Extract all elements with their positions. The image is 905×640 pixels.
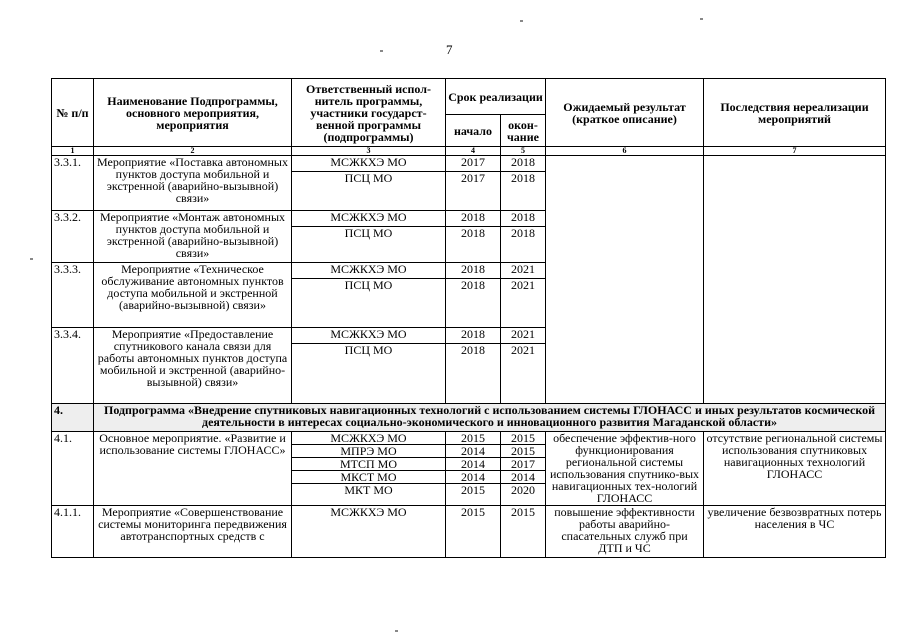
start-year: 2018 bbox=[446, 344, 501, 404]
end-year: 2018 bbox=[501, 227, 546, 263]
column-number: 6 bbox=[546, 147, 704, 156]
column-number: 5 bbox=[501, 147, 546, 156]
activity-name: Мероприятие «Техническое обслуживание автономных пунктов доступа мобильной и экстренной (аварийно-вызывной) связи» bbox=[94, 263, 292, 328]
end-year: 2014 bbox=[501, 471, 546, 484]
activity-name: Мероприятие «Совершенствование системы мониторинга передвижения автотранспортных средств с bbox=[94, 506, 292, 558]
end-year: 2015 bbox=[501, 445, 546, 458]
header-term: Срок реализации bbox=[446, 79, 546, 115]
end-year: 2021 bbox=[501, 328, 546, 344]
expected-result: повышение эффективности работы аварийно-спасательных служб при ДТП и ЧС bbox=[546, 506, 704, 558]
start-year: 2018 bbox=[446, 227, 501, 263]
header-num: № п/п bbox=[52, 79, 94, 147]
start-year: 2014 bbox=[446, 458, 501, 471]
start-year: 2015 bbox=[446, 506, 501, 558]
column-number: 2 bbox=[94, 147, 292, 156]
header-result: Ожидаемый результат (краткое описание) bbox=[546, 79, 704, 147]
executor: МСЖКХЭ МО bbox=[292, 156, 446, 172]
start-year: 2018 bbox=[446, 263, 501, 279]
start-year: 2015 bbox=[446, 432, 501, 445]
executor: МПРЭ МО bbox=[292, 445, 446, 458]
executor: МТСП МО bbox=[292, 458, 446, 471]
scan-speck bbox=[700, 18, 703, 20]
non-implementation-consequences: отсутствие региональной системы использования спутниковых навигационных технологий ГЛОНАСС bbox=[704, 432, 886, 506]
scan-speck bbox=[30, 258, 33, 260]
executor: МСЖКХЭ МО bbox=[292, 211, 446, 227]
start-year: 2017 bbox=[446, 172, 501, 211]
header-consequences: Последствия нереализации мероприятий bbox=[704, 79, 886, 147]
consequences-empty bbox=[704, 156, 886, 404]
end-year: 2018 bbox=[501, 172, 546, 211]
row-number: 4.1. bbox=[52, 432, 94, 506]
row-number: 3.3.2. bbox=[52, 211, 94, 263]
expected-result-empty bbox=[546, 156, 704, 404]
executor: МСЖКХЭ МО bbox=[292, 263, 446, 279]
activity-name: Основное мероприятие. «Развитие и использование системы ГЛОНАСС» bbox=[94, 432, 292, 506]
end-year: 2015 bbox=[501, 506, 546, 558]
executor: ПСЦ МО bbox=[292, 172, 446, 211]
activity-name: Мероприятие «Монтаж автономных пунктов доступа мобильной и экстренной (аварийно-вызывной) связи» bbox=[94, 211, 292, 263]
executor: МКТ МО bbox=[292, 484, 446, 506]
column-number: 1 bbox=[52, 147, 94, 156]
row-number: 3.3.1. bbox=[52, 156, 94, 211]
end-year: 2021 bbox=[501, 263, 546, 279]
activity-name: Мероприятие «Поставка автономных пунктов доступа мобильной и экстренной (аварийно-вызывной) связи» bbox=[94, 156, 292, 211]
scan-speck bbox=[520, 20, 523, 22]
executor: МСЖКХЭ МО bbox=[292, 432, 446, 445]
end-year: 2018 bbox=[501, 156, 546, 172]
end-year: 2018 bbox=[501, 211, 546, 227]
start-year: 2018 bbox=[446, 211, 501, 227]
executor: МСЖКХЭ МО bbox=[292, 328, 446, 344]
row-number: 4.1.1. bbox=[52, 506, 94, 558]
column-number: 4 bbox=[446, 147, 501, 156]
activity-name: Мероприятие «Предоставление спутникового канала связи для работы автономных пунктов доступа мобильной и экстренной (аварийно-вызывной) связи» bbox=[94, 328, 292, 404]
header-name: Наименование Подпрограммы, основного мероприятия, мероприятия bbox=[94, 79, 292, 147]
row-number: 3.3.3. bbox=[52, 263, 94, 328]
scan-speck bbox=[380, 50, 383, 52]
column-number: 7 bbox=[704, 147, 886, 156]
header-executor: Ответственный испол-нитель программы, участники государст-венной программы (подпрограммы) bbox=[292, 79, 446, 147]
start-year: 2018 bbox=[446, 279, 501, 328]
scan-speck bbox=[395, 630, 398, 632]
start-year: 2015 bbox=[446, 484, 501, 506]
executor: МКСТ МО bbox=[292, 471, 446, 484]
start-year: 2018 bbox=[446, 328, 501, 344]
header-start: начало bbox=[446, 115, 501, 147]
page-number: 7 bbox=[446, 42, 453, 57]
header-end: окон-чание bbox=[501, 115, 546, 147]
end-year: 2015 bbox=[501, 432, 546, 445]
start-year: 2014 bbox=[446, 471, 501, 484]
program-activities-table bbox=[51, 78, 886, 558]
executor: ПСЦ МО bbox=[292, 279, 446, 328]
end-year: 2017 bbox=[501, 458, 546, 471]
executor: МСЖКХЭ МО bbox=[292, 506, 446, 558]
non-implementation-consequences: увеличение безвозвратных потерь населения в ЧС bbox=[704, 506, 886, 558]
start-year: 2014 bbox=[446, 445, 501, 458]
expected-result: обеспечение эффектив-ного функционирования региональной системы использования спутнико-вых навигационных тех-нологий ГЛОНАСС bbox=[546, 432, 704, 506]
subprogram-title: Подпрограмма «Внедрение спутниковых навигационных технологий с использованием системы ГЛОНАСС и иных результатов космической деятельности в интересах социально-экономического и инновационного развития Магаданской области» bbox=[94, 404, 886, 432]
executor: ПСЦ МО bbox=[292, 227, 446, 263]
start-year: 2017 bbox=[446, 156, 501, 172]
executor: ПСЦ МО bbox=[292, 344, 446, 404]
end-year: 2021 bbox=[501, 279, 546, 328]
end-year: 2020 bbox=[501, 484, 546, 506]
subprogram-number: 4. bbox=[52, 404, 94, 432]
column-number: 3 bbox=[292, 147, 446, 156]
end-year: 2021 bbox=[501, 344, 546, 404]
row-number: 3.3.4. bbox=[52, 328, 94, 404]
